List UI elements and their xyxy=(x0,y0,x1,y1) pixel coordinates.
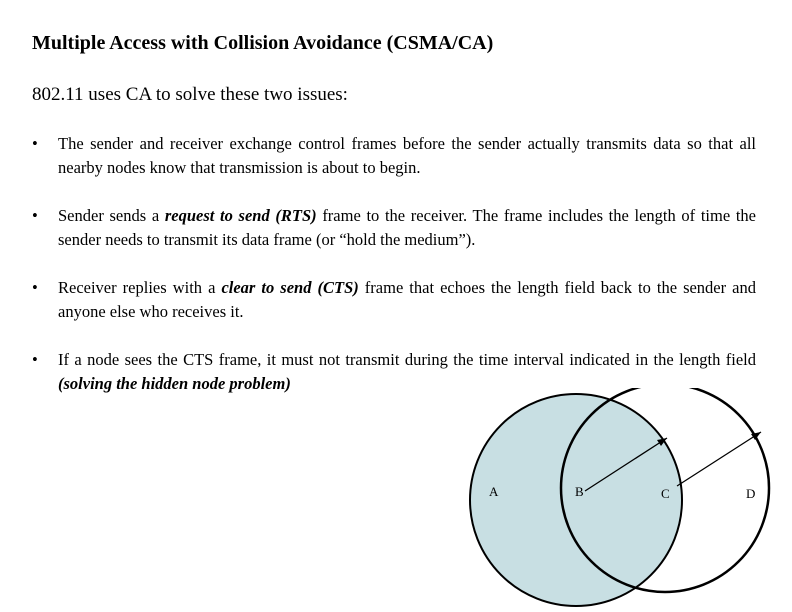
slide-title: Multiple Access with Collision Avoidance (CSMA/CA) xyxy=(32,32,494,54)
bullet-marker: • xyxy=(32,206,38,225)
bullet-item xyxy=(32,204,756,252)
bullet-text: frame that echoes the length field back to the sender and anyone else who receives it. xyxy=(58,278,756,321)
range-circle-a xyxy=(470,394,682,606)
intro-text: 802.11 uses CA to solve these two issues: xyxy=(32,84,348,105)
bullet-emphasis: (solving the hidden node problem) xyxy=(58,374,291,393)
bullet-marker: • xyxy=(32,134,38,153)
bullet-item xyxy=(32,132,756,180)
node-label-a: A xyxy=(489,484,499,499)
bullet-marker: • xyxy=(32,278,38,297)
node-label-c: C xyxy=(661,486,670,501)
bullet-text: frame to the receiver. The frame includes the length of time the sender needs to transmit its data frame (or “hold the medium”). xyxy=(58,206,756,249)
hidden-node-diagram xyxy=(455,388,785,608)
range-arrow-c xyxy=(677,432,761,486)
node-label-d: D xyxy=(746,486,756,501)
bullet-text: Receiver replies with a xyxy=(58,278,222,297)
bullet-text: Sender sends a xyxy=(58,206,165,225)
bullet-emphasis: request to send (RTS) xyxy=(164,206,317,225)
bullet-item xyxy=(32,276,756,324)
bullet-emphasis: clear to send (CTS) xyxy=(221,278,359,297)
bullet-marker: • xyxy=(32,350,38,369)
bullet-text: The sender and receiver exchange control frames before the sender actually transmits data so that all nearby nodes know that transmission is about to begin. xyxy=(58,134,756,177)
node-label-b: B xyxy=(575,484,584,499)
bullet-text: If a node sees the CTS frame, it must not transmit during the time interval indicated in the length field xyxy=(58,350,756,369)
